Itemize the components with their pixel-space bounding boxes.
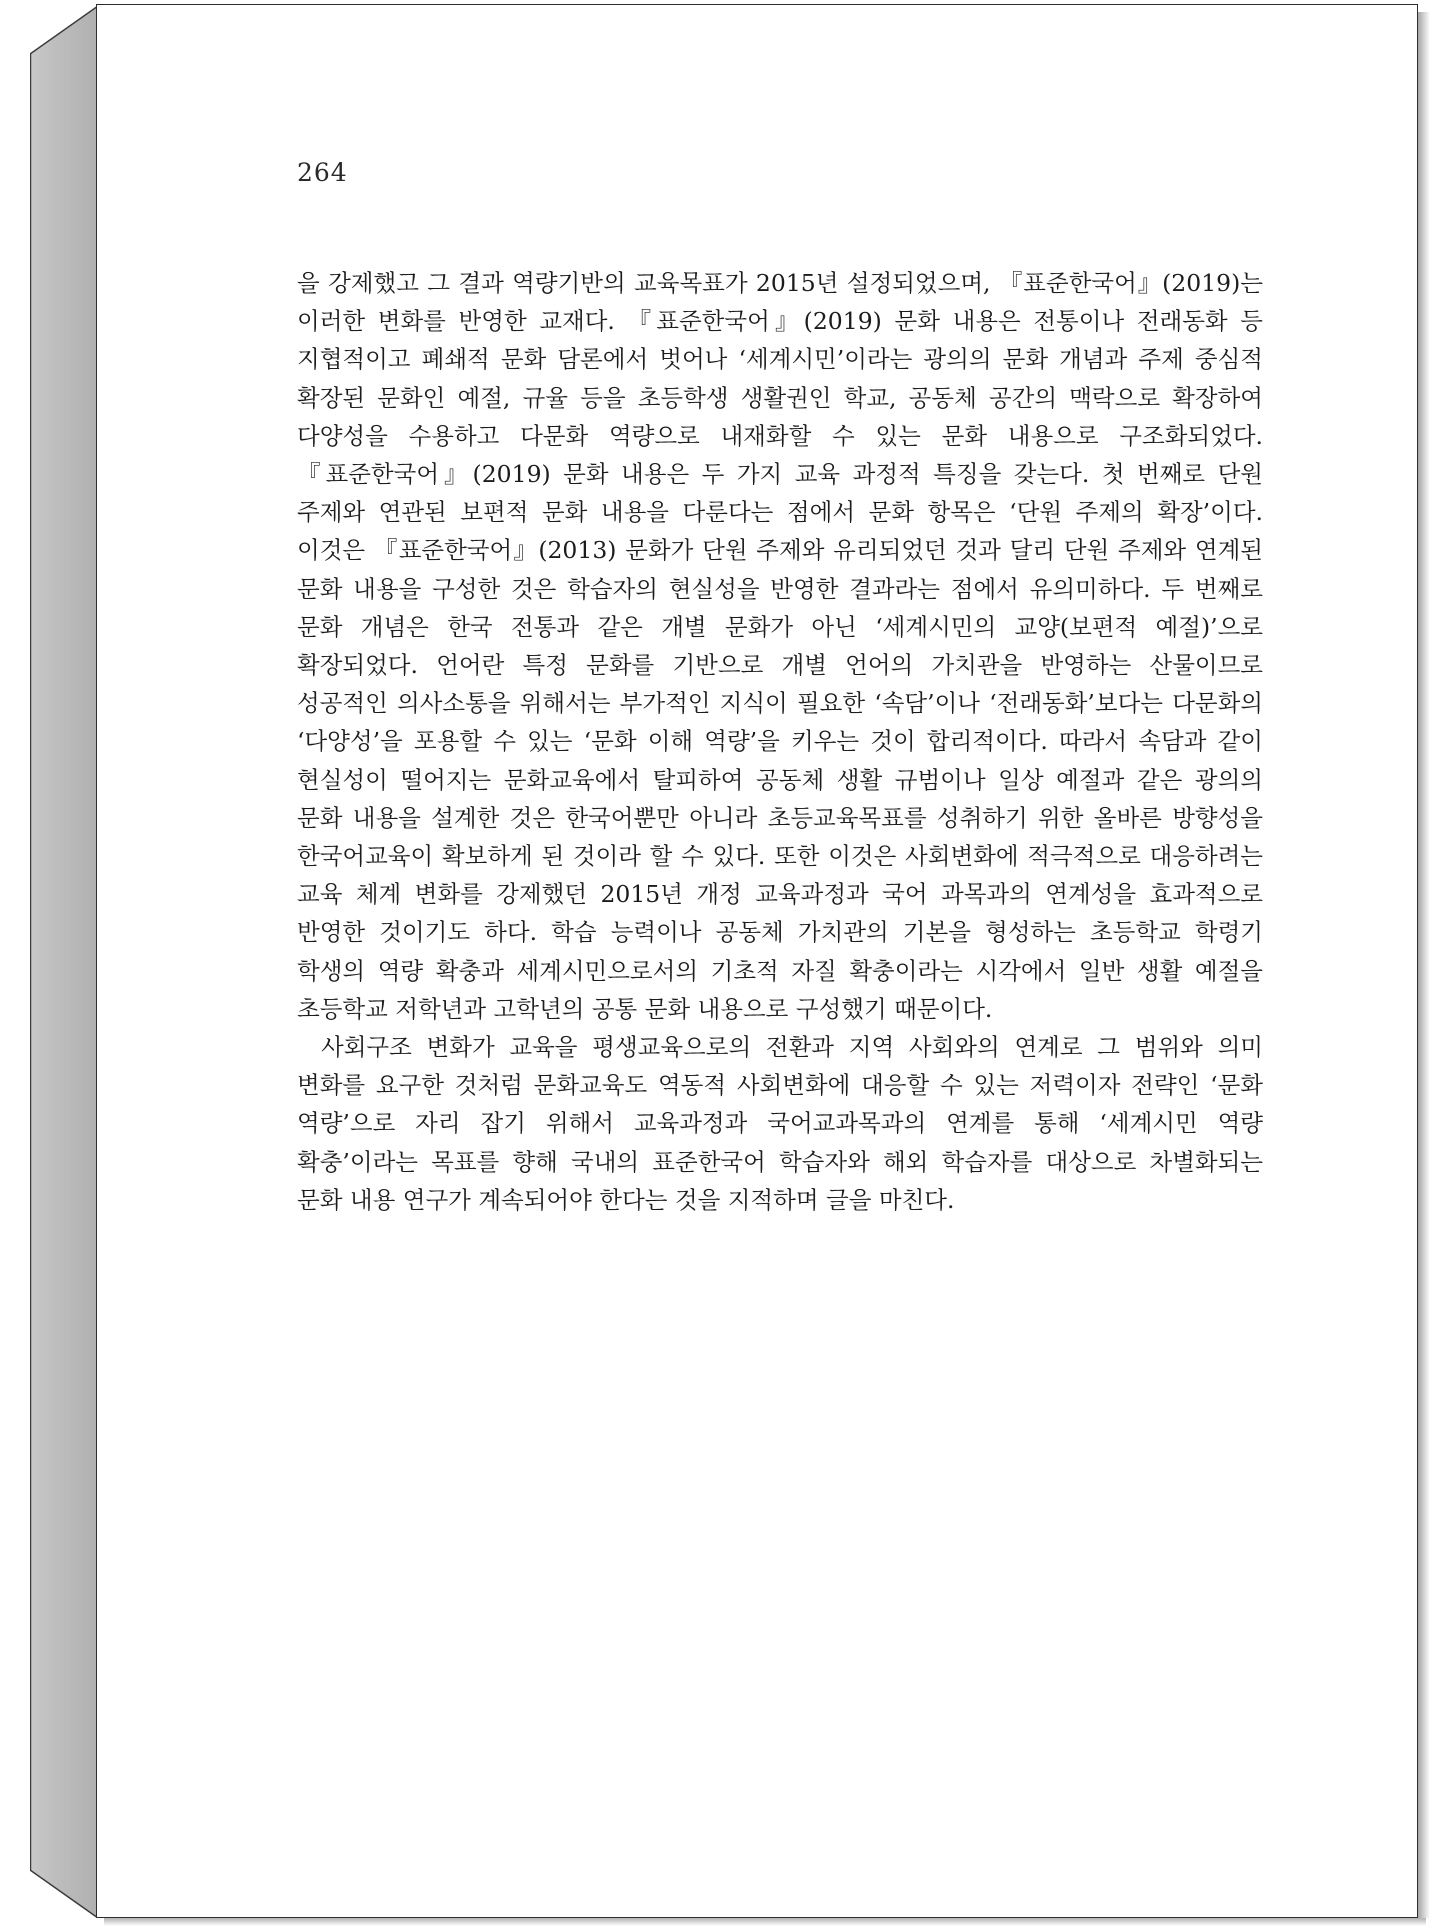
- page-shadow: [1418, 12, 1430, 1918]
- body-text: [297, 264, 1263, 1219]
- page-number: 264: [297, 158, 348, 187]
- paragraph: 사회구조 변화가 교육을 평생교육으로의 전환과 지역 사회와의 연계로 그 범위와 의미 변화를 요구한 것처럼 문화교육도 역동적 사회변화에 대응할 수 있는 저력이자 전략인 ‘문화 역량’으로 자리 잡기 위해서 교육과정과 국어교과목과의 연계를 통해 ‘세계시민 역량 확충’이라는 목표를 향해 국내의 표준한국어 학습자와 해외 학습자를 대상으로 차별화되는 문화 내용 연구가 계속되어야 한다는 것을 지적하며 글을 마친다.: [297, 1033, 1263, 1214]
- page-shadow-bottom: [104, 1918, 1426, 1926]
- book-spine: [30, 6, 98, 1918]
- paragraph: 을 강제했고 그 결과 역량기반의 교육목표가 2015년 설정되었으며, 『표준한국어』(2019)는 이러한 변화를 반영한 교재다. 『표준한국어』(2019) 문화 내용은 전통이나 전래동화 등 지협적이고 폐쇄적 문화 담론에서 벗어나 ‘세계시민’이라는 광의의 문화 개념과 주제 중심적 확장된 문화인 예절, 규율 등을 초등학생 생활권인 학교, 공동체 공간의 맥락으로 확장하여 다양성을 수용하고 다문화 역량으로 내재화할 수 있는 문화 내용으로 구조화되었다. 『표준한국어』(2019) 문화 내용은 두 가지 교육 과정적 특징을 갖는다. 첫 번째로 단원 주제와 연관된 보편적 문화 내용을 다룬다는 점에서 문화 항목은 ‘단원 주제의 확장’이다. 이것은 『표준한국어』(2013) 문화가 단원 주제와 유리되었던 것과 달리 단원 주제와 연계된 문화 내용을 구성한 것은 학습자의 현실성을 반영한 결과라는 점에서 유의미하다. 두 번째로 문화 개념은 한국 전통과 같은 개별 문화가 아닌 ‘세계시민의 교양(보편적 예절)’으로 확장되었다. 언어란 특정 문화를 기반으로 개별 언어의 가치관을 반영하는 산물이므로 성공적인 의사소통을 위해서는 부가적인 지식이 필요한 ‘속담’이나 ‘전래동화’보다는 다문화의 ‘다양성’을 포용할 수 있는 ‘문화 이해 역량’을 키우는 것이 합리적이다. 따라서 속담과 같이 현실성이 떨어지는 문화교육에서 탈피하여 공동체 생활 규범이나 일상 예절과 같은 광의의 문화 내용을 설계한 것은 한국어뿐만 아니라 초등교육목표를 성취하기 위한 올바른 방향성을 한국어교육이 확보하게 된 것이라 할 수 있다. 또한 이것은 사회변화에 적극적으로 대응하려는 교육 체계 변화를 강제했던 2015년 개정 교육과정과 국어 과목과의 연계성을 효과적으로 반영한 것이기도 하다. 학습 능력이나 공동체 가치관의 기본을 형성하는 초등학교 학령기 학생의 역량 확충과 세계시민으로서의 기초적 자질 확충이라는 시각에서 일반 생활 예절을 초등학교 저학년과 고학년의 공통 문화 내용으로 구성했기 때문이다.: [297, 269, 1263, 1023]
